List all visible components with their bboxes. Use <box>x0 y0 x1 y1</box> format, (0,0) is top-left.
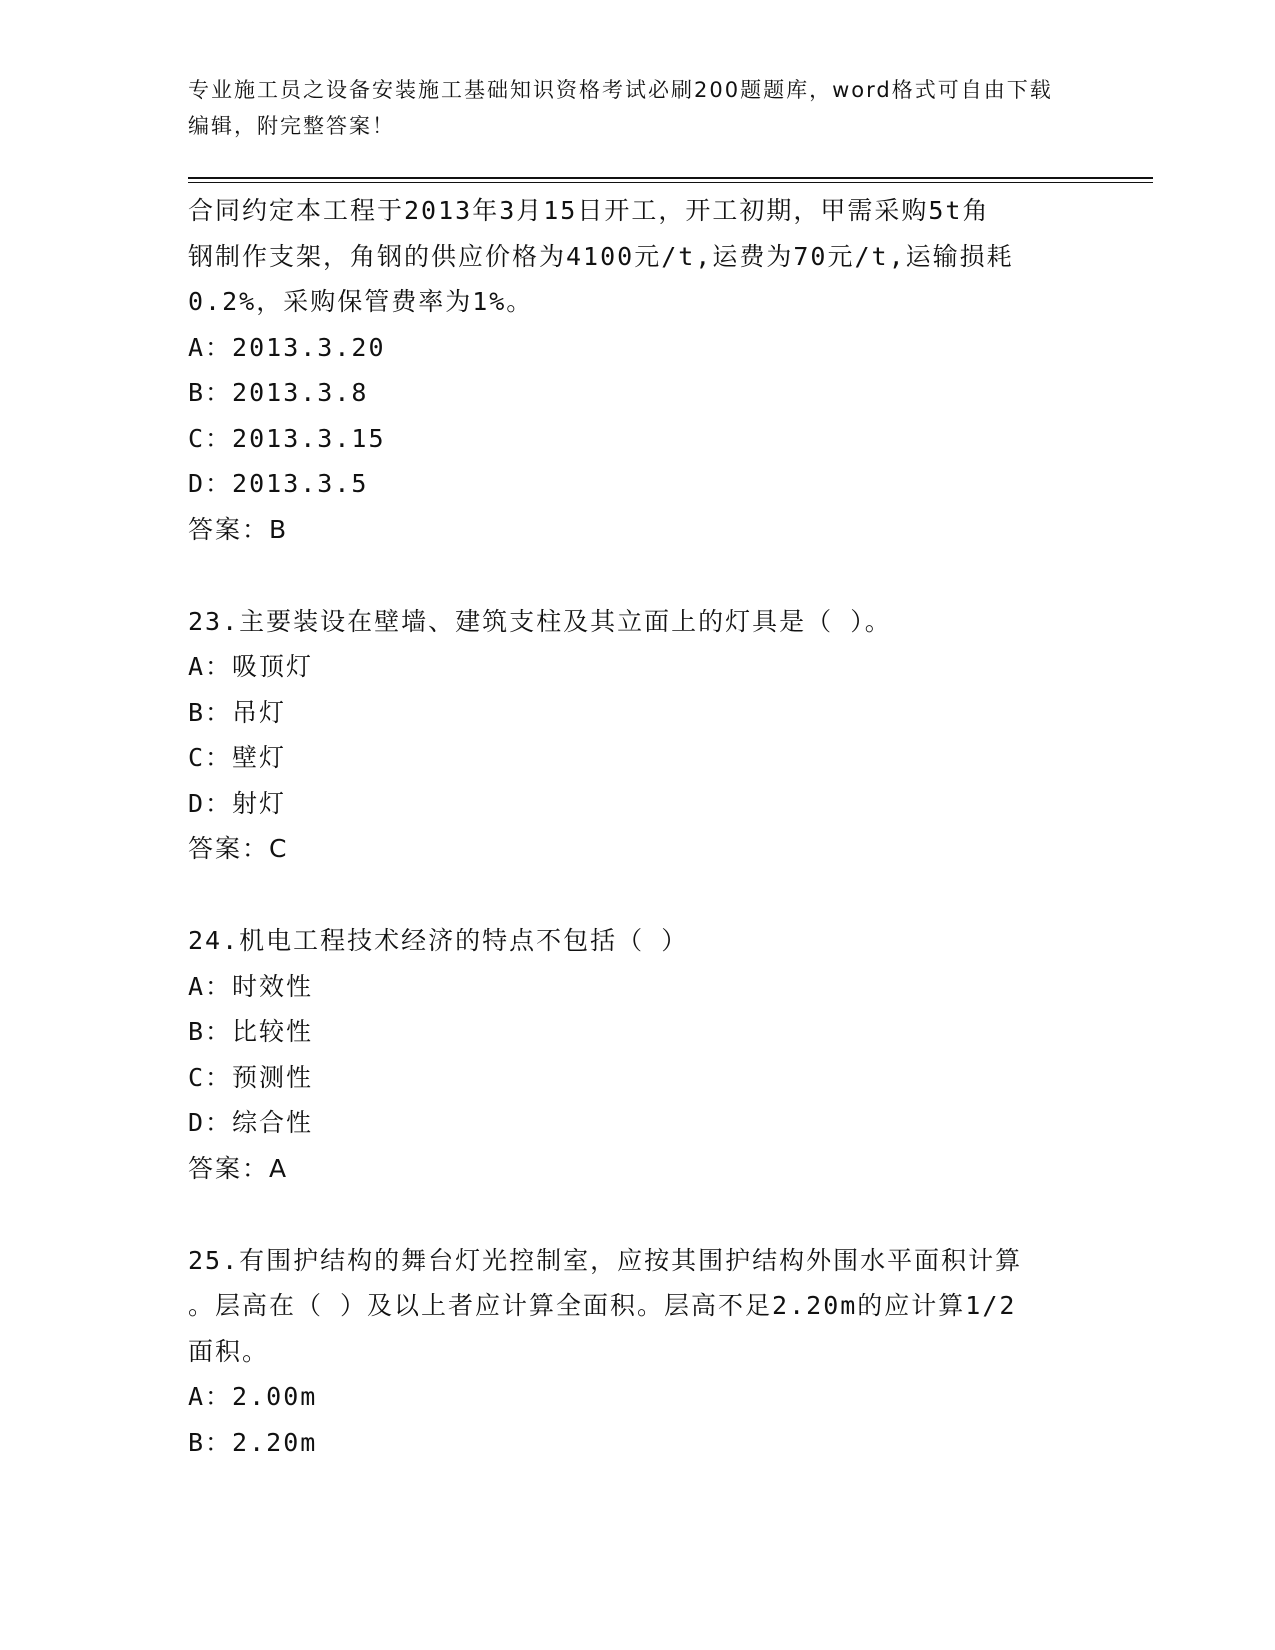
question-stem-line: 面积。 <box>188 1336 270 1366</box>
option-b: B：2.20m <box>188 1427 318 1457</box>
question-list <box>188 188 1088 1465</box>
question-stem-line: 合同约定本工程于2013年3月15日开工，开工初期，甲需采购5t角 <box>188 196 990 225</box>
header-divider-thin <box>188 182 1153 183</box>
question-22 <box>188 188 1088 553</box>
option-b: B：比较性 <box>188 1017 314 1046</box>
option-a: A：2.00m <box>188 1382 318 1411</box>
option-d: D：射灯 <box>188 788 287 818</box>
option-c: C：预测性 <box>188 1062 314 1092</box>
answer-line: 答案：C <box>188 834 289 863</box>
question-spacer <box>188 553 1088 599</box>
question-stem-line: 24.机电工程技术经济的特点不包括（ ） <box>188 926 689 955</box>
question-stem-line: 钢制作支架，角钢的供应价格为4100元/t,运费为70元/t,运输损耗 <box>188 241 1014 271</box>
option-d: D：2013.3.5 <box>188 469 369 498</box>
option-b: B：2013.3.8 <box>188 378 369 407</box>
option-d: D：综合性 <box>188 1108 314 1137</box>
option-b: B：吊灯 <box>188 697 287 727</box>
question-23 <box>188 599 1088 873</box>
option-c: C：2013.3.15 <box>188 423 386 453</box>
question-stem-line: 25.有围护结构的舞台灯光控制室，应按其围护结构外围水平面积计算 <box>188 1245 1023 1275</box>
answer-line: 答案：A <box>188 1153 289 1183</box>
question-spacer <box>188 1192 1088 1238</box>
question-24 <box>188 918 1088 1192</box>
header-divider-thick <box>188 177 1153 179</box>
question-spacer <box>188 872 1088 918</box>
question-25 <box>188 1238 1088 1466</box>
option-c: C：壁灯 <box>188 743 287 772</box>
document-header: 专业施工员之设备安装施工基础知识资格考试必刷200题题库，word格式可自由下载编辑，附完整答案！ <box>188 78 1053 138</box>
question-stem-line: 。层高在（ ）及以上者应计算全面积。层高不足2.20m的应计算1/2 <box>188 1291 1017 1320</box>
option-a: A：吸顶灯 <box>188 652 314 681</box>
question-stem-line: 23.主要装设在壁墙、建筑支柱及其立面上的灯具是（ ）。 <box>188 606 892 636</box>
question-stem-line: 0.2%，采购保管费率为1%。 <box>188 287 534 316</box>
option-a: A：时效性 <box>188 971 314 1001</box>
answer-line: 答案：B <box>188 514 289 544</box>
option-a: A：2013.3.20 <box>188 332 386 362</box>
